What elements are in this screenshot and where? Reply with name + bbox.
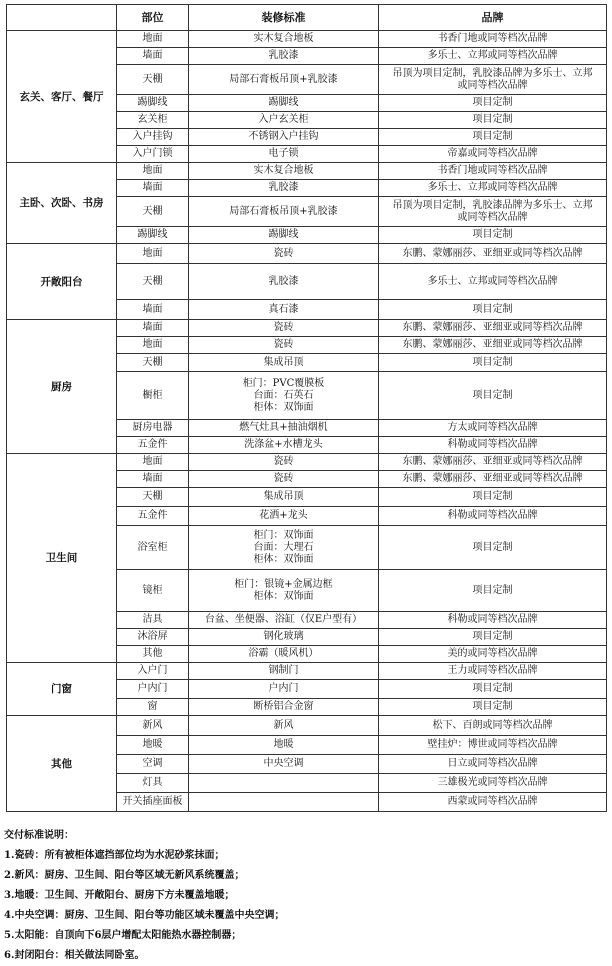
brand-cell [379, 570, 607, 612]
standard-cell [189, 716, 379, 736]
brand-cell [379, 420, 607, 437]
header-part: 部位 [117, 5, 189, 31]
standard-line: 柜体：双饰面 [253, 401, 314, 413]
brand-line: 科勒或同等档次品牌 [447, 614, 538, 625]
table-row [7, 244, 607, 264]
brand-cell [379, 507, 607, 526]
standard-line: 中央空调 [263, 758, 304, 769]
brand-cell [379, 612, 607, 629]
part-cell: 地面 [117, 454, 189, 471]
brand-cell [379, 65, 607, 95]
part-cell: 地面 [117, 337, 189, 354]
standard-cell [189, 244, 379, 264]
note-item: 4.中央空调：厨房、卫生间、阳台等功能区域未覆盖中央空调； [4, 910, 285, 921]
standard-line: 断桥铝合金窗 [253, 701, 314, 712]
part-cell: 地面 [117, 163, 189, 180]
brand-line: 三雄极光或同等档次品牌 [437, 777, 548, 788]
header-standard: 装修标准 [189, 5, 379, 31]
brand-line: 西蒙或同等档次品牌 [447, 796, 538, 807]
brand-cell [379, 372, 607, 420]
part-cell: 入户挂钩 [117, 129, 189, 146]
brand-cell [379, 244, 607, 264]
standard-cell [189, 372, 379, 420]
part-cell: 墙面 [117, 48, 189, 65]
standard-line: 瓷砖 [273, 473, 294, 484]
brand-line: 项目定制 [472, 131, 513, 142]
brand-cell [379, 774, 607, 793]
standard-line: 燃气灶具+抽油烟机 [239, 422, 328, 433]
part-cell: 天棚 [117, 264, 189, 300]
part-cell: 五金件 [117, 507, 189, 526]
standard-cell [189, 454, 379, 471]
standard-cell [189, 488, 379, 507]
standard-line: 瓷砖 [273, 456, 294, 467]
brand-line: 东鹏、蒙娜丽莎、亚细亚或同等档次品牌 [402, 456, 583, 467]
brand-line: 项目定制 [472, 97, 513, 108]
brand-line: 或同等档次品牌 [457, 211, 528, 223]
brand-line: 项目定制 [472, 229, 513, 240]
part-cell: 地暖 [117, 736, 189, 755]
standard-line: 户内门 [268, 683, 299, 694]
brand-line: 项目定制 [472, 683, 513, 694]
standard-cell [189, 793, 379, 812]
part-cell: 踢脚线 [117, 95, 189, 112]
standard-line: 柜门：PVC覆膜板 [242, 377, 325, 389]
brand-cell [379, 488, 607, 507]
brand-line: 多乐士、立邦或同等档次品牌 [427, 182, 558, 193]
part-cell: 灯具 [117, 774, 189, 793]
brand-line: 项目定制 [472, 701, 513, 712]
brand-line: 吊顶为项目定制，乳胶漆品牌为多乐士、立邦 [392, 67, 593, 79]
brand-line: 项目定制 [472, 584, 513, 596]
standard-line: 局部石膏板吊顶+乳胶漆 [229, 73, 338, 85]
part-cell: 天棚 [117, 65, 189, 95]
brand-cell [379, 755, 607, 774]
brand-line: 东鹏、蒙娜丽莎、亚细亚或同等档次品牌 [402, 473, 583, 484]
standard-cell [189, 264, 379, 300]
brand-line: 项目定制 [472, 491, 513, 502]
part-cell: 浴室柜 [117, 526, 189, 570]
standard-line: 踢脚线 [268, 229, 299, 240]
part-cell: 洁具 [117, 612, 189, 629]
group-label: 卫生间 [7, 454, 117, 663]
part-cell: 厨房电器 [117, 420, 189, 437]
brand-cell [379, 300, 607, 320]
standard-cell [189, 437, 379, 454]
part-cell: 新风 [117, 716, 189, 736]
table-row [7, 454, 607, 471]
standard-cell [189, 320, 379, 337]
part-cell: 入户门锁 [117, 146, 189, 163]
brand-line: 项目定制 [472, 389, 513, 401]
part-cell: 镜柜 [117, 570, 189, 612]
note-item: 2.新风：厨房、卫生间、阳台等区域无新风系统覆盖； [4, 870, 245, 881]
standard-cell [189, 197, 379, 227]
standard-cell [189, 337, 379, 354]
standard-cell [189, 31, 379, 48]
delivery-notes [0, 826, 612, 966]
brand-line: 科勒或同等档次品牌 [447, 439, 538, 450]
standard-line: 柜体：双饰面 [253, 553, 314, 565]
standard-line: 新风 [273, 719, 294, 731]
standard-line: 台盆、坐便器、浴缸（仅E户型有） [204, 614, 363, 625]
part-cell: 天棚 [117, 354, 189, 372]
standard-cell [189, 774, 379, 793]
brand-line: 王力或同等档次品牌 [447, 665, 538, 676]
brand-cell [379, 526, 607, 570]
standard-line: 电子锁 [268, 148, 299, 159]
brand-cell [379, 454, 607, 471]
brand-line: 多乐士、立邦或同等档次品牌 [427, 50, 558, 61]
standard-cell [189, 180, 379, 197]
brand-line: 东鹏、蒙娜丽莎、亚细亚或同等档次品牌 [402, 322, 583, 333]
table-row [7, 163, 607, 180]
standard-cell [189, 300, 379, 320]
part-cell: 入户门 [117, 663, 189, 680]
standard-cell [189, 48, 379, 65]
brand-cell [379, 180, 607, 197]
part-cell: 橱柜 [117, 372, 189, 420]
table-body [7, 31, 607, 812]
brand-cell [379, 146, 607, 163]
brand-line: 项目定制 [472, 114, 513, 125]
standard-line: 入户玄关柜 [258, 114, 309, 125]
group-label: 主卧、次卧、书房 [7, 163, 117, 244]
standard-line: 瓷砖 [273, 339, 294, 350]
standard-cell [189, 736, 379, 755]
standard-line: 钢化玻璃 [263, 631, 304, 642]
brand-line: 吊顶为项目定制，乳胶漆品牌为多乐士、立邦 [392, 199, 593, 211]
part-cell: 窗 [117, 699, 189, 716]
standard-cell [189, 663, 379, 680]
brand-line: 美的或同等档次品牌 [447, 648, 538, 659]
part-cell: 地面 [117, 31, 189, 48]
delivery-standard-table [6, 4, 607, 812]
brand-cell [379, 320, 607, 337]
part-cell: 空调 [117, 755, 189, 774]
part-cell: 沐浴屏 [117, 629, 189, 646]
part-cell: 地面 [117, 244, 189, 264]
brand-cell [379, 31, 607, 48]
table-header-row [7, 5, 607, 31]
table-row [7, 320, 607, 337]
brand-cell [379, 663, 607, 680]
standard-line: 洗涤盆+水槽龙头 [244, 439, 323, 450]
brand-line: 松下、百朗或同等档次品牌 [432, 719, 553, 731]
standard-line: 不锈钢入户挂钩 [248, 131, 319, 142]
note-item: 6.封闭阳台：相关做法同卧室。 [4, 950, 145, 961]
standard-line: 瓷砖 [273, 247, 294, 259]
standard-cell [189, 354, 379, 372]
standard-line: 花洒+龙头 [259, 510, 308, 521]
note-item: 1.瓷砖：所有被柜体遮挡部位均为水泥砂浆抹面； [4, 850, 225, 861]
brand-line: 书香门地或同等档次品牌 [437, 33, 548, 44]
standard-cell [189, 471, 379, 488]
brand-cell [379, 793, 607, 812]
brand-line: 项目定制 [472, 303, 513, 315]
standard-cell [189, 680, 379, 699]
group-label: 厨房 [7, 320, 117, 454]
brand-cell [379, 716, 607, 736]
brand-cell [379, 629, 607, 646]
part-cell: 踢脚线 [117, 227, 189, 244]
note-item: 5.太阳能：自顶向下6层户增配太阳能热水器控制器； [4, 930, 242, 941]
standard-cell [189, 95, 379, 112]
brand-line: 或同等档次品牌 [457, 79, 528, 91]
brand-cell [379, 736, 607, 755]
standard-line: 台面：石英石 [253, 389, 314, 401]
brand-cell [379, 646, 607, 663]
brand-line: 项目定制 [472, 356, 513, 368]
brand-cell [379, 197, 607, 227]
part-cell: 天棚 [117, 197, 189, 227]
part-cell: 墙面 [117, 180, 189, 197]
standard-line: 浴霸（暖风机） [248, 648, 319, 659]
standard-line: 实木复合地板 [253, 33, 314, 44]
standard-line: 乳胶漆 [268, 50, 299, 61]
group-label: 开敞阳台 [7, 244, 117, 320]
brand-cell [379, 437, 607, 454]
brand-cell [379, 129, 607, 146]
brand-cell [379, 337, 607, 354]
standard-line: 踢脚线 [268, 97, 299, 108]
standard-cell [189, 646, 379, 663]
brand-line: 项目定制 [472, 541, 513, 553]
note-item: 3.地暖：卫生间、开敞阳台、厨房下方未覆盖地暖； [4, 890, 235, 901]
brand-cell [379, 699, 607, 716]
brand-cell [379, 680, 607, 699]
standard-cell [189, 112, 379, 129]
notes-title: 交付标准说明： [4, 830, 74, 841]
standard-cell [189, 420, 379, 437]
standard-cell [189, 163, 379, 180]
standard-cell [189, 146, 379, 163]
table-row [7, 31, 607, 48]
brand-line: 项目定制 [472, 631, 513, 642]
brand-cell [379, 112, 607, 129]
part-cell: 天棚 [117, 488, 189, 507]
brand-line: 多乐士、立邦或同等档次品牌 [427, 275, 558, 287]
brand-line: 科勒或同等档次品牌 [447, 510, 538, 521]
brand-line: 壁挂炉：博世或同等档次品牌 [427, 739, 558, 750]
standard-cell [189, 65, 379, 95]
standard-cell [189, 699, 379, 716]
standard-line: 柜门：双饰面 [253, 529, 314, 541]
standard-line: 集成吊顶 [263, 491, 304, 502]
brand-cell [379, 163, 607, 180]
header-group [7, 5, 117, 31]
header-brand: 品牌 [379, 5, 607, 31]
table-row [7, 663, 607, 680]
standard-line: 真石漆 [268, 303, 299, 315]
brand-cell [379, 48, 607, 65]
standard-line: 台面：大理石 [253, 541, 314, 553]
part-cell: 五金件 [117, 437, 189, 454]
group-label: 其他 [7, 716, 117, 812]
brand-line: 日立或同等档次品牌 [447, 758, 538, 769]
table-row [7, 716, 607, 736]
standard-line: 集成吊顶 [263, 356, 304, 368]
part-cell: 墙面 [117, 300, 189, 320]
standard-cell [189, 629, 379, 646]
brand-cell [379, 227, 607, 244]
standard-line: 地暖 [273, 739, 294, 750]
standard-cell [189, 612, 379, 629]
brand-cell [379, 354, 607, 372]
brand-line: 方太或同等档次品牌 [447, 422, 538, 433]
brand-line: 东鹏、蒙娜丽莎、亚细亚或同等档次品牌 [402, 247, 583, 259]
standard-line: 乳胶漆 [268, 182, 299, 193]
brand-line: 书香门地或同等档次品牌 [437, 165, 548, 176]
standard-line: 柜门：银镜+金属边框 [234, 578, 333, 590]
standard-line: 钢制门 [268, 665, 299, 676]
part-cell: 户内门 [117, 680, 189, 699]
brand-cell [379, 471, 607, 488]
part-cell: 墙面 [117, 320, 189, 337]
standard-line: 局部石膏板吊顶+乳胶漆 [229, 205, 338, 217]
group-label: 玄关、客厅、餐厅 [7, 31, 117, 163]
standard-line: 瓷砖 [273, 322, 294, 333]
brand-cell [379, 264, 607, 300]
brand-line: 帝嘉或同等档次品牌 [447, 148, 538, 159]
standard-cell [189, 526, 379, 570]
part-cell: 其他 [117, 646, 189, 663]
brand-cell [379, 95, 607, 112]
standard-line: 实木复合地板 [253, 165, 314, 176]
standard-cell [189, 129, 379, 146]
brand-line: 东鹏、蒙娜丽莎、亚细亚或同等档次品牌 [402, 339, 583, 350]
standard-cell [189, 227, 379, 244]
standard-line: 乳胶漆 [268, 275, 299, 287]
standard-cell [189, 507, 379, 526]
part-cell: 玄关柜 [117, 112, 189, 129]
standard-line: 柜体：双饰面 [253, 590, 314, 602]
standard-cell [189, 755, 379, 774]
group-label: 门窗 [7, 663, 117, 716]
part-cell: 墙面 [117, 471, 189, 488]
standard-cell [189, 570, 379, 612]
part-cell: 开关插座面板 [117, 793, 189, 812]
